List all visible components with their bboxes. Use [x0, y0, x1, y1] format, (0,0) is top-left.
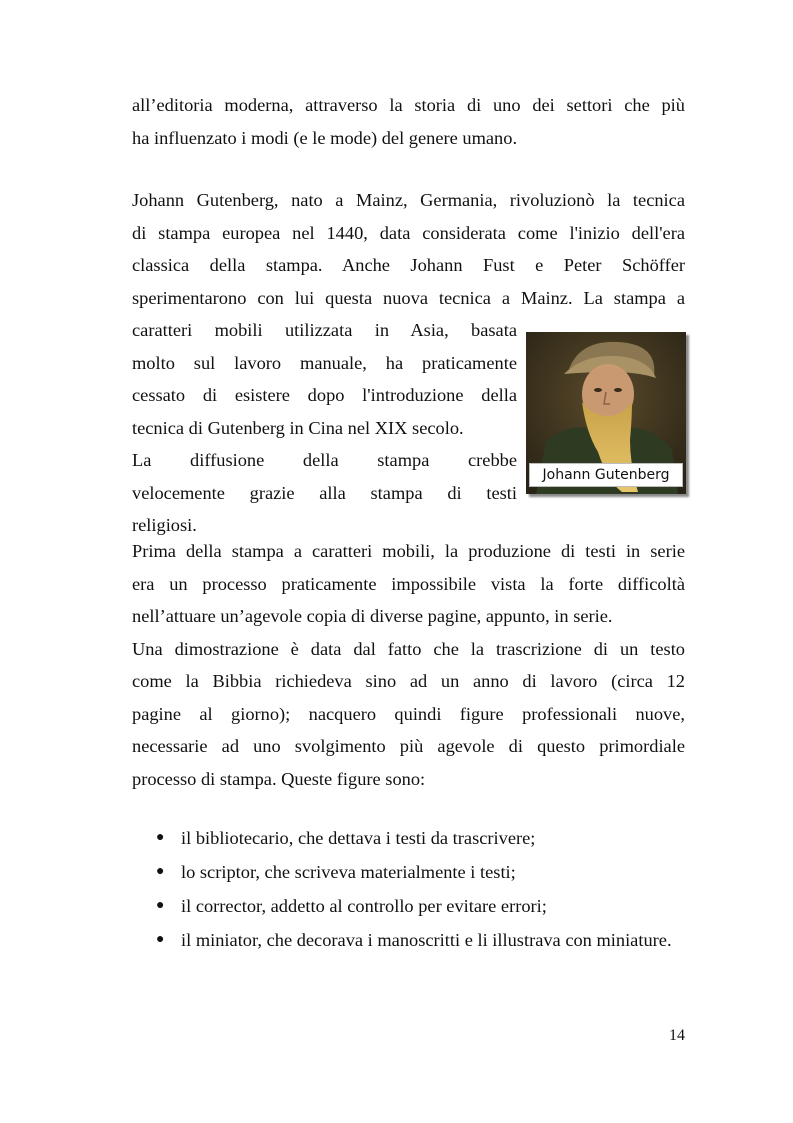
text-line: era un processo praticamente impossibile vista la forte difficoltà — [132, 573, 685, 594]
text-line: velocemente grazie alla stampa di testi — [132, 482, 517, 503]
list-item — [132, 856, 685, 889]
list-item-text: lo scriptor, che scriveva materialmente i testi; — [181, 862, 516, 882]
text-line: processo di stampa. Queste figure sono: — [132, 768, 426, 789]
text-line: Una dimostrazione è data dal fatto che la trascrizione di un testo — [132, 638, 685, 659]
professional-figures-list — [132, 822, 685, 958]
list-item — [132, 822, 685, 855]
paragraph-wrapped-text — [132, 314, 517, 542]
figure-caption: Johann Gutenberg — [529, 463, 683, 487]
page-number: 14 — [669, 1027, 685, 1044]
bullet-icon: ● — [156, 898, 165, 913]
list-item-text: il miniator, che decorava i manoscritti e li illustrava con miniature. — [181, 930, 672, 950]
text-line: caratteri mobili utilizzata in Asia, basata — [132, 320, 517, 340]
text-line: ha influenzato i modi (e le mode) del genere umano. — [132, 127, 518, 148]
text-line: all’editoria moderna, attraverso la storia di uno dei settori che più — [132, 95, 685, 115]
text-line: Prima della stampa a caratteri mobili, la produzione di testi in serie — [132, 541, 685, 561]
text-line: di stampa europea nel 1440, data considerata come l'inizio dell'era — [132, 222, 685, 243]
text-line: nell’attuare un’agevole copia di diverse pagine, appunto, in serie. — [132, 606, 613, 626]
text-line: religiosi. — [132, 515, 197, 535]
text-line: La diffusione della stampa crebbe — [132, 450, 517, 470]
paragraph-gutenberg — [132, 184, 685, 314]
list-item-text: il corrector, addetto al controllo per evitare errori; — [181, 896, 547, 916]
list-item — [132, 890, 685, 923]
text-line: necessarie ad uno svolgimento più agevole di questo primordiale — [132, 736, 685, 756]
bullet-icon: ● — [156, 830, 165, 845]
text-line: molto sul lavoro manuale, ha praticamente — [132, 352, 517, 373]
list-item — [132, 924, 685, 957]
text-line: tecnica di Gutenberg in Cina nel XIX secolo. — [132, 417, 464, 438]
text-line: cessato di esistere dopo l'introduzione della — [132, 385, 517, 405]
paragraph-prima — [132, 535, 685, 795]
text-line: come la Bibbia richiedeva sino ad un anno di lavoro (circa 12 — [132, 671, 685, 691]
text-line: Johann Gutenberg, nato a Mainz, Germania, rivoluzionò la tecnica — [132, 190, 685, 210]
text-line: classica della stampa. Anche Johann Fust e Peter Schöffer — [132, 255, 685, 275]
paragraph-intro — [132, 89, 685, 154]
gutenberg-portrait-figure — [526, 332, 686, 494]
text-line: sperimentarono con lui questa nuova tecnica a Mainz. La stampa a — [132, 287, 685, 308]
bullet-icon: ● — [156, 864, 165, 879]
bullet-icon: ● — [156, 932, 165, 947]
list-item-text: il bibliotecario, che dettava i testi da trascrivere; — [181, 828, 536, 848]
text-line: pagine al giorno); nacquero quindi figure professionali nuove, — [132, 703, 685, 724]
